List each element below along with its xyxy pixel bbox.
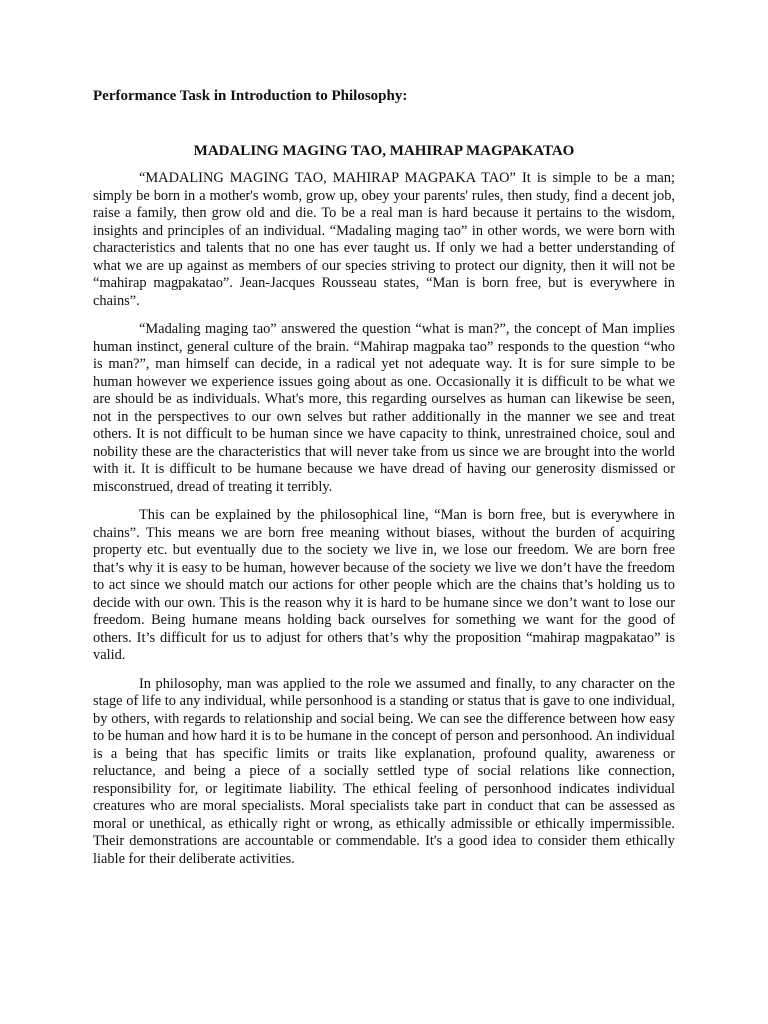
paragraph-3: This can be explained by the philosophical line, “Man is born free, but is everywhere in chains”. This means we are born free meaning without biases, without the burden of acquiring property etc. but eventually due to the society we live in, we lose our freedom. We are born free that’s why it is easy to be human, however because of the society we live we don’t have the freedom to act since we should match our actions for other people which are the chains that’s holding us to decide with our own. This is the reason why it is hard to be humane since we don’t want to lose our freedom. Being humane means holding back ourselves for something we want for the good of others. It’s difficult for us to adjust for others that’s why the proposition “mahirap magpakatao” is valid. xyxy=(93,507,675,663)
paragraph-2: “Madaling maging tao” answered the question “what is man?”, the concept of Man implies human instinct, general culture of the brain. “Mahirap magpaka tao” responds to the question “who is man?”, man himself can decide, in a radical yet not adequate way. It is for sure simple to be human however we experience issues going about as one. Occasionally it is difficult to be what we are should be as individuals. What's more, this regarding ourselves as human can likewise be seen, not in the perspectives to our own selves but rather additionally in the manner we see and treat others. It is not difficult to be human since we have capacity to think, unrestrained choice, soul and nobility these are the characteristics that will never take from us since we are brought into the world with it. It is difficult to be humane because we have dread of having our generosity dismissed or misconstrued, dread of treating it terribly. xyxy=(93,321,675,495)
document-body xyxy=(93,170,675,879)
task-heading: Performance Task in Introduction to Philosophy: xyxy=(93,88,408,104)
paragraph-1: “MADALING MAGING TAO, MAHIRAP MAGPAKA TAO” It is simple to be a man; simply be born in a mother's womb, grow up, obey your parents' rules, then study, find a decent job, raise a family, then grow old and die. To be a real man is hard because it pertains to the wisdom, insights and principles of an individual. “Madaling maging tao” in other words, we were born with characteristics and talents that no one has ever taught us. If only we had a better understanding of what we are up against as members of our species striving to protect our dignity, then it will not be “mahirap magpakatao”. Jean-Jacques Rousseau states, “Man is born free, but is everywhere in chains”. xyxy=(93,170,675,309)
document-title: MADALING MAGING TAO, MAHIRAP MAGPAKATAO xyxy=(193,143,575,159)
paragraph-4: In philosophy, man was applied to the role we assumed and finally, to any character on the stage of life to any individual, while personhood is a standing or status that is gave to one individual, by others, with regards to relationship and social being. We can see the difference between how easy to be human and how hard it is to be humane in the concept of person and personhood. An individual is a being that has specific limits or traits like explanation, profound quality, awareness or reluctance, and being a piece of a socially settled type of social relations like connection, responsibility for, or legitimate liability. The ethical feeling of personhood indicates individual creatures who are moral specialists. Moral specialists take part in conduct that can be assessed as moral or unethical, as ethically right or wrong, as ethically admissible or ethically impermissible. Their demonstrations are accountable or commendable. It's a good idea to consider them ethically liable for their deliberate activities. xyxy=(93,675,675,867)
